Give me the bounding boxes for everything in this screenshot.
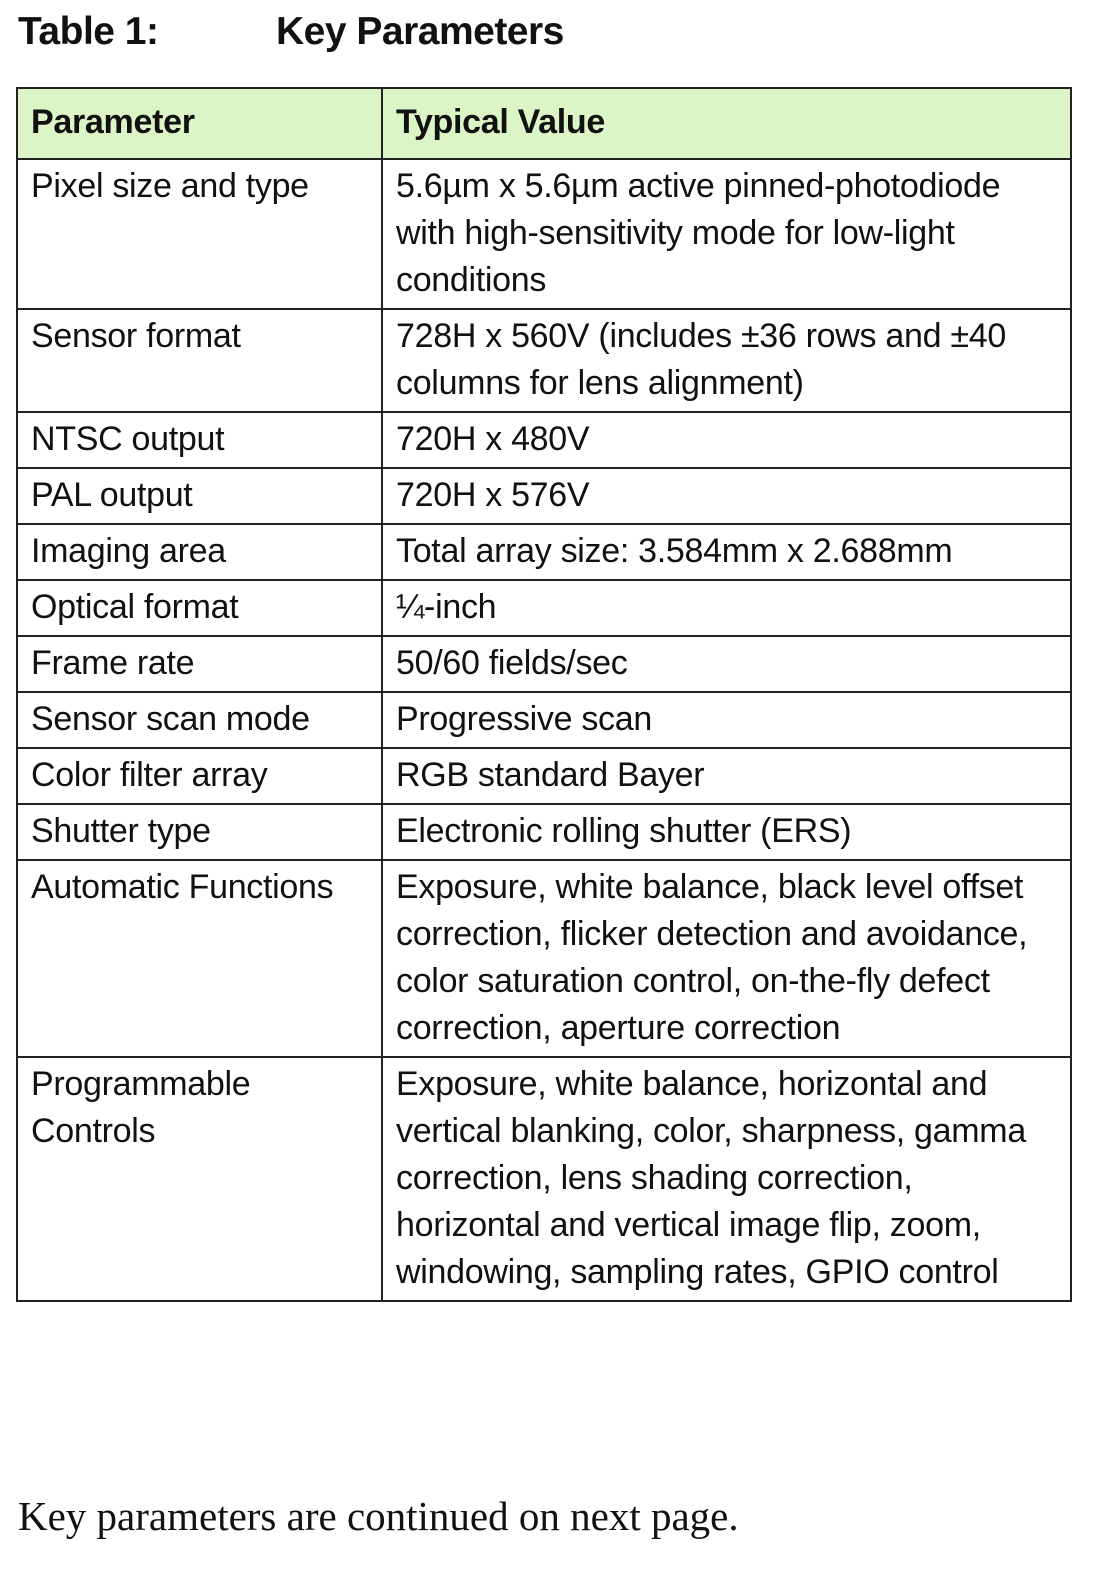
table-row	[17, 636, 1071, 692]
parameter-cell: NTSC output	[17, 412, 382, 468]
table-caption-title: Key Parameters	[276, 10, 564, 53]
key-parameters-table	[16, 87, 1072, 1302]
parameter-cell: Automatic Functions	[17, 860, 382, 1057]
parameter-cell: Sensor scan mode	[17, 692, 382, 748]
parameter-cell: Color filter array	[17, 748, 382, 804]
parameter-cell: Sensor format	[17, 309, 382, 412]
parameter-cell: Frame rate	[17, 636, 382, 692]
column-header-typical-value: Typical Value	[382, 88, 1071, 159]
parameter-cell: Pixel size and type	[17, 159, 382, 309]
parameter-cell: Shutter type	[17, 804, 382, 860]
value-cell: RGB standard Bayer	[382, 748, 1071, 804]
value-cell: 5.6µm x 5.6µm active pinned-photodiode with high-sensitivity mode for low-light conditions	[382, 159, 1071, 309]
value-cell: Electronic rolling shutter (ERS)	[382, 804, 1071, 860]
value-cell: Progressive scan	[382, 692, 1071, 748]
table-row	[17, 860, 1071, 1057]
value-cell: 720H x 576V	[382, 468, 1071, 524]
table-row	[17, 692, 1071, 748]
table-row	[17, 804, 1071, 860]
table-row	[17, 159, 1071, 309]
table-row	[17, 412, 1071, 468]
parameter-cell: Programmable Controls	[17, 1057, 382, 1301]
table-row	[17, 309, 1071, 412]
continuation-note: Key parameters are continued on next page.	[18, 1493, 739, 1539]
column-header-parameter: Parameter	[17, 88, 382, 159]
parameter-cell: PAL output	[17, 468, 382, 524]
table-row	[17, 748, 1071, 804]
value-cell: Total array size: 3.584mm x 2.688mm	[382, 524, 1071, 580]
value-cell: 728H x 560V (includes ±36 rows and ±40 columns for lens alignment)	[382, 309, 1071, 412]
value-cell: 720H x 480V	[382, 412, 1071, 468]
parameter-cell: Optical format	[17, 580, 382, 636]
table-row	[17, 1057, 1071, 1301]
table-header-row	[17, 88, 1071, 159]
parameter-cell: Imaging area	[17, 524, 382, 580]
table-row	[17, 468, 1071, 524]
table-row	[17, 580, 1071, 636]
value-cell: ¼-inch	[382, 580, 1071, 636]
table-caption	[18, 6, 564, 58]
value-cell: 50/60 fields/sec	[382, 636, 1071, 692]
table-caption-label: Table 1:	[18, 10, 159, 53]
table-row	[17, 524, 1071, 580]
value-cell: Exposure, white balance, black level offset correction, flicker detection and avoidance, color saturation control, on-the-fly defect correction, aperture correction	[382, 860, 1071, 1057]
value-cell: Exposure, white balance, horizontal and vertical blanking, color, sharpness, gamma correction, lens shading correction, horizontal and vertical image flip, zoom, windowing, sampling rates, GPIO control	[382, 1057, 1071, 1301]
